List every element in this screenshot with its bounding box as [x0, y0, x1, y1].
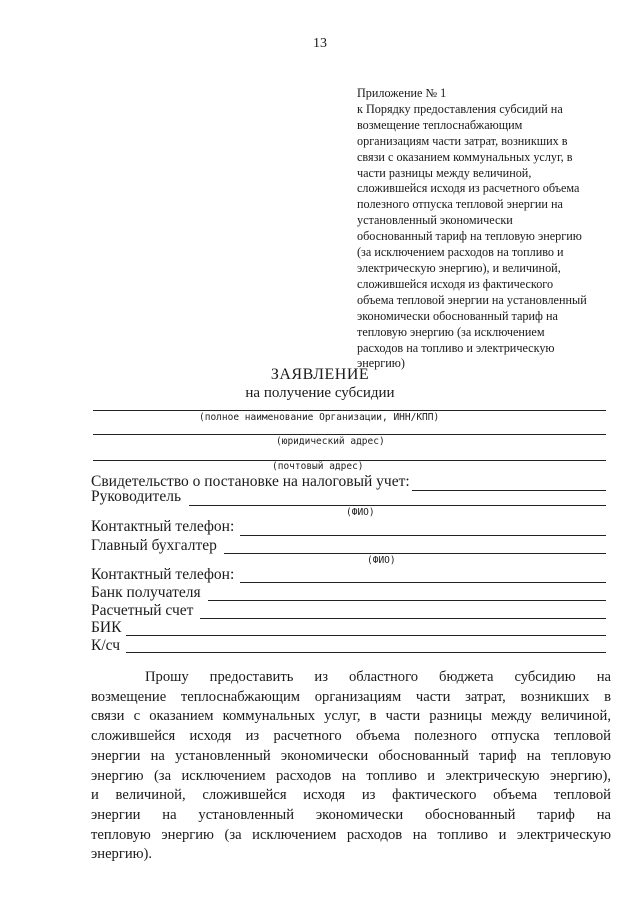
appendix-line: объема тепловой энергии на установленный	[357, 292, 587, 307]
paragraph-line: энергию (за исключением расходов на топливо и электрическую энергию),	[91, 767, 611, 784]
request-paragraph	[91, 668, 611, 865]
appendix-line: возмещение теплоснабжающим	[357, 117, 523, 132]
appendix-line: к Порядку предоставления субсидий на	[357, 101, 563, 116]
legal-address-caption: (юридический адрес)	[276, 436, 385, 447]
appendix-line: энергию)	[357, 356, 405, 371]
paragraph-line: сложившейся исходя из расчетного объема полезного отпуска тепловой	[91, 728, 611, 745]
org-name-caption: (полное наименование Организации, ИНН/КПП)	[199, 412, 440, 423]
document-title: ЗАЯВЛЕНИЕ	[270, 366, 370, 383]
appendix-header	[357, 86, 607, 372]
chief-accountant-label: Главный бухгалтер	[91, 537, 217, 554]
appendix-line: полезного отпуска тепловой энергии на	[357, 197, 563, 212]
paragraph-line: связи с оказанием коммунальных услуг, в части разницы между величиной,	[91, 708, 611, 725]
director-fio-caption: (ФИО)	[346, 507, 375, 518]
chief-accountant-line[interactable]	[224, 553, 606, 554]
contact-phone-line[interactable]	[240, 535, 606, 536]
account-line[interactable]	[200, 618, 606, 619]
page-number: 13	[313, 36, 327, 51]
paragraph-line: тепловую энергию (за исключением расходов на топливо и электрическую	[91, 826, 611, 843]
appendix-line: обоснованный тариф на тепловую энергию	[357, 229, 582, 244]
bank-line[interactable]	[208, 600, 606, 601]
appendix-line: Приложение № 1	[357, 86, 447, 100]
contact-phone-label: Контактный телефон:	[91, 518, 235, 535]
appendix-line: сложившейся исходя из расчетного объема	[357, 181, 580, 196]
director-line[interactable]	[189, 505, 606, 506]
bank-label: Банк получателя	[91, 584, 201, 601]
legal-address-line[interactable]	[93, 434, 606, 435]
corr-account-label: К/сч	[91, 637, 121, 654]
document-subtitle: на получение субсидии	[245, 385, 395, 401]
paragraph-line: возмещение теплоснабжающим организациям части затрат, возникших в	[91, 688, 611, 705]
appendix-line: экономически обоснованный тариф на	[357, 308, 558, 323]
paragraph-line: энергию).	[91, 846, 153, 863]
appendix-line: сложившейся исходя из фактического	[357, 276, 554, 291]
postal-address-caption: (почтовый адрес)	[272, 461, 364, 472]
appendix-line: электрическую энергию), и величиной,	[357, 260, 561, 275]
org-name-line[interactable]	[93, 410, 606, 411]
chief-accountant-fio-caption: (ФИО)	[367, 555, 396, 566]
bik-label: БИК	[91, 619, 122, 636]
bik-line[interactable]	[126, 635, 606, 636]
appendix-line: тепловую энергию (за исключением	[357, 324, 545, 339]
paragraph-line: и величиной, сложившейся исходя из фактического объема тепловой	[91, 787, 611, 804]
corr-account-line[interactable]	[126, 652, 606, 653]
appendix-line: части разницы между величиной,	[357, 165, 532, 180]
appendix-line: организациям части затрат, возникших в	[357, 133, 568, 148]
tax-certificate-label: Свидетельство о постановке на налоговый учет:	[91, 473, 410, 490]
paragraph-line: энергии на установленный экономически обоснованный тариф на	[91, 806, 611, 823]
director-label: Руководитель	[91, 488, 182, 505]
appendix-line: (за исключением расходов на топливо и	[357, 245, 564, 260]
contact-phone-line[interactable]	[240, 582, 606, 583]
account-label: Расчетный счет	[91, 602, 194, 619]
appendix-line: расходов на топливо и электрическую	[357, 340, 555, 355]
paragraph-line: Прошу предоставить из областного бюджета субсидию на	[145, 669, 611, 685]
appendix-line: установленный экономически	[357, 213, 513, 228]
paragraph-line: энергии на установленный экономически обоснованный тариф на тепловую	[91, 747, 611, 764]
tax-certificate-line[interactable]	[412, 490, 606, 491]
contact-phone-label: Контактный телефон:	[91, 566, 235, 583]
appendix-line: связи с оказанием коммунальных услуг, в	[357, 149, 573, 164]
